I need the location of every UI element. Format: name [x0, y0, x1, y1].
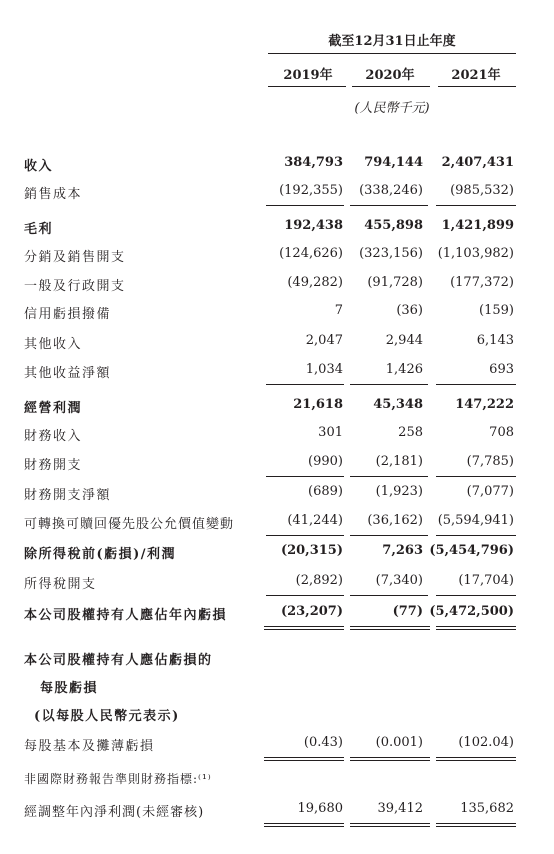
row-value-2019: 192,438: [284, 218, 343, 233]
subtotal-rule-2021: [436, 476, 516, 477]
row-value-2019: 384,793: [284, 155, 343, 170]
row-value-2019: (49,282): [287, 275, 343, 290]
row-value-2019: (20,315): [280, 543, 343, 558]
row-value-2019: 2,047: [305, 333, 343, 348]
header-rule: [268, 53, 516, 54]
row-value-2019: (990): [308, 454, 343, 469]
row-label: 其他收入: [24, 337, 83, 352]
year-rule-2019: [268, 86, 346, 87]
row-value-2020: 2,944: [385, 333, 423, 348]
eps-value-2021: (102.04): [458, 735, 514, 750]
row-label: 毛利: [24, 222, 54, 237]
eps-double-rule-2021: [436, 757, 516, 758]
row-value-2020: (7,340): [375, 573, 423, 588]
row-value-2020: (338,246): [359, 183, 423, 198]
subtotal-rule-2021: [436, 384, 516, 385]
eps-value-2020: (0.001): [375, 735, 423, 750]
subtotal-rule-2021: [436, 595, 516, 596]
eps-section-title: 本公司股權持有人應佔虧損的: [24, 653, 213, 668]
total-double-rule-2020: [350, 629, 430, 630]
year-header-2020: 2020年: [365, 68, 415, 83]
subtotal-rule-2021: [436, 205, 516, 206]
row-value-2021: (5,594,941): [437, 513, 514, 528]
row-value-2021: (7,077): [466, 484, 514, 499]
eps-value-2019: (0.43): [303, 735, 343, 750]
total-double-rule-2021: [436, 629, 516, 630]
subtotal-rule-2020: [350, 384, 428, 385]
total-double-rule-2021: [436, 626, 516, 627]
subtotal-rule-2021: [436, 535, 516, 536]
subtotal-rule-2019: [266, 205, 344, 206]
subtotal-rule-2020: [350, 595, 428, 596]
row-value-2019: (23,207): [280, 604, 343, 619]
row-value-2020: (91,728): [367, 275, 423, 290]
row-value-2019: (2,892): [295, 573, 343, 588]
total-double-rule-2019: [264, 629, 344, 630]
row-value-2021: (5,454,796): [429, 543, 514, 558]
eps-row-label: 每股基本及攤薄虧損: [24, 739, 155, 754]
row-label: 分銷及銷售開支: [24, 250, 126, 265]
row-value-2019: 301: [318, 425, 343, 440]
subtotal-rule-2019: [266, 535, 344, 536]
year-rule-2021: [438, 86, 516, 87]
row-value-2019: (192,355): [279, 183, 343, 198]
year-header-2019: 2019年: [283, 68, 333, 83]
year-header-2021: 2021年: [451, 68, 501, 83]
row-value-2021: 147,222: [455, 397, 514, 412]
row-value-2021: 6,143: [476, 333, 514, 348]
eps-double-rule-2021: [436, 760, 516, 761]
non-ifrs-double-rule-2020: [350, 823, 430, 824]
subtotal-rule-2019: [266, 384, 344, 385]
subtotal-rule-2020: [350, 535, 428, 536]
row-value-2020: (2,181): [375, 454, 423, 469]
row-value-2020: 794,144: [364, 155, 423, 170]
row-value-2021: (17,704): [458, 573, 514, 588]
year-rule-2020: [352, 86, 430, 87]
non-ifrs-value-2020: 39,412: [377, 801, 423, 816]
row-label: 經營利潤: [24, 401, 83, 416]
row-value-2020: (1,923): [375, 484, 423, 499]
eps-double-rule-2019: [264, 757, 344, 758]
row-value-2021: 2,407,431: [441, 155, 514, 170]
row-label: 信用虧損撥備: [24, 307, 112, 322]
row-value-2019: 21,618: [293, 397, 343, 412]
eps-double-rule-2019: [264, 760, 344, 761]
row-value-2019: 7: [334, 303, 343, 318]
row-value-2021: (1,103,982): [437, 246, 514, 261]
total-double-rule-2020: [350, 626, 430, 627]
row-value-2020: 45,348: [373, 397, 423, 412]
row-value-2021: (7,785): [466, 454, 514, 469]
row-value-2019: (689): [308, 484, 343, 499]
row-label: 銷售成本: [24, 187, 83, 202]
row-value-2020: (36,162): [367, 513, 423, 528]
row-value-2019: 1,034: [305, 362, 343, 377]
row-value-2020: 455,898: [364, 218, 423, 233]
eps-double-rule-2020: [350, 760, 430, 761]
row-value-2020: (77): [392, 604, 423, 619]
row-label: 本公司股權持有人應佔年內虧損: [24, 608, 228, 623]
period-header: 截至12月31日止年度: [328, 34, 456, 49]
row-label: 可轉換可贖回優先股公允價值變動: [24, 517, 235, 532]
subtotal-rule-2020: [350, 476, 428, 477]
non-ifrs-double-rule-2020: [350, 826, 430, 827]
subtotal-rule-2020: [350, 205, 428, 206]
non-ifrs-double-rule-2021: [436, 823, 516, 824]
row-label: 收入: [24, 159, 54, 174]
non-ifrs-row-label: 經調整年內淨利潤(未經審核): [24, 805, 205, 820]
row-value-2021: 1,421,899: [441, 218, 514, 233]
row-label: 除所得稅前(虧損)/利潤: [24, 547, 177, 562]
row-label: 財務收入: [24, 429, 83, 444]
subtotal-rule-2019: [266, 595, 344, 596]
row-value-2021: (177,372): [450, 275, 514, 290]
non-ifrs-double-rule-2021: [436, 826, 516, 827]
row-value-2020: (36): [396, 303, 423, 318]
row-value-2020: 1,426: [385, 362, 423, 377]
row-value-2019: (124,626): [279, 246, 343, 261]
non-ifrs-double-rule-2019: [264, 823, 344, 824]
subtotal-rule-2019: [266, 476, 344, 477]
non-ifrs-title: 非國際財務報告準則財務指標:⁽¹⁾: [24, 772, 212, 786]
eps-double-rule-2020: [350, 757, 430, 758]
row-label: 一般及行政開支: [24, 279, 126, 294]
row-value-2021: (159): [479, 303, 514, 318]
row-value-2020: (323,156): [359, 246, 423, 261]
row-label: 所得稅開支: [24, 577, 97, 592]
non-ifrs-value-2019: 19,680: [297, 801, 343, 816]
row-value-2019: (41,244): [287, 513, 343, 528]
eps-section-subtitle: 每股虧損: [40, 681, 99, 696]
non-ifrs-double-rule-2019: [264, 826, 344, 827]
eps-section-unit: (以每股人民幣元表示): [34, 709, 180, 724]
row-value-2021: 693: [489, 362, 514, 377]
row-label: 財務開支淨額: [24, 488, 112, 503]
total-double-rule-2019: [264, 626, 344, 627]
row-label: 財務開支: [24, 458, 83, 473]
row-label: 其他收益淨額: [24, 366, 112, 381]
unit-label: (人民幣千元): [354, 101, 430, 116]
row-value-2021: (5,472,500): [429, 604, 514, 619]
row-value-2021: (985,532): [450, 183, 514, 198]
row-value-2021: 708: [489, 425, 514, 440]
row-value-2020: 258: [398, 425, 423, 440]
non-ifrs-value-2021: 135,682: [460, 801, 514, 816]
row-value-2020: 7,263: [382, 543, 423, 558]
